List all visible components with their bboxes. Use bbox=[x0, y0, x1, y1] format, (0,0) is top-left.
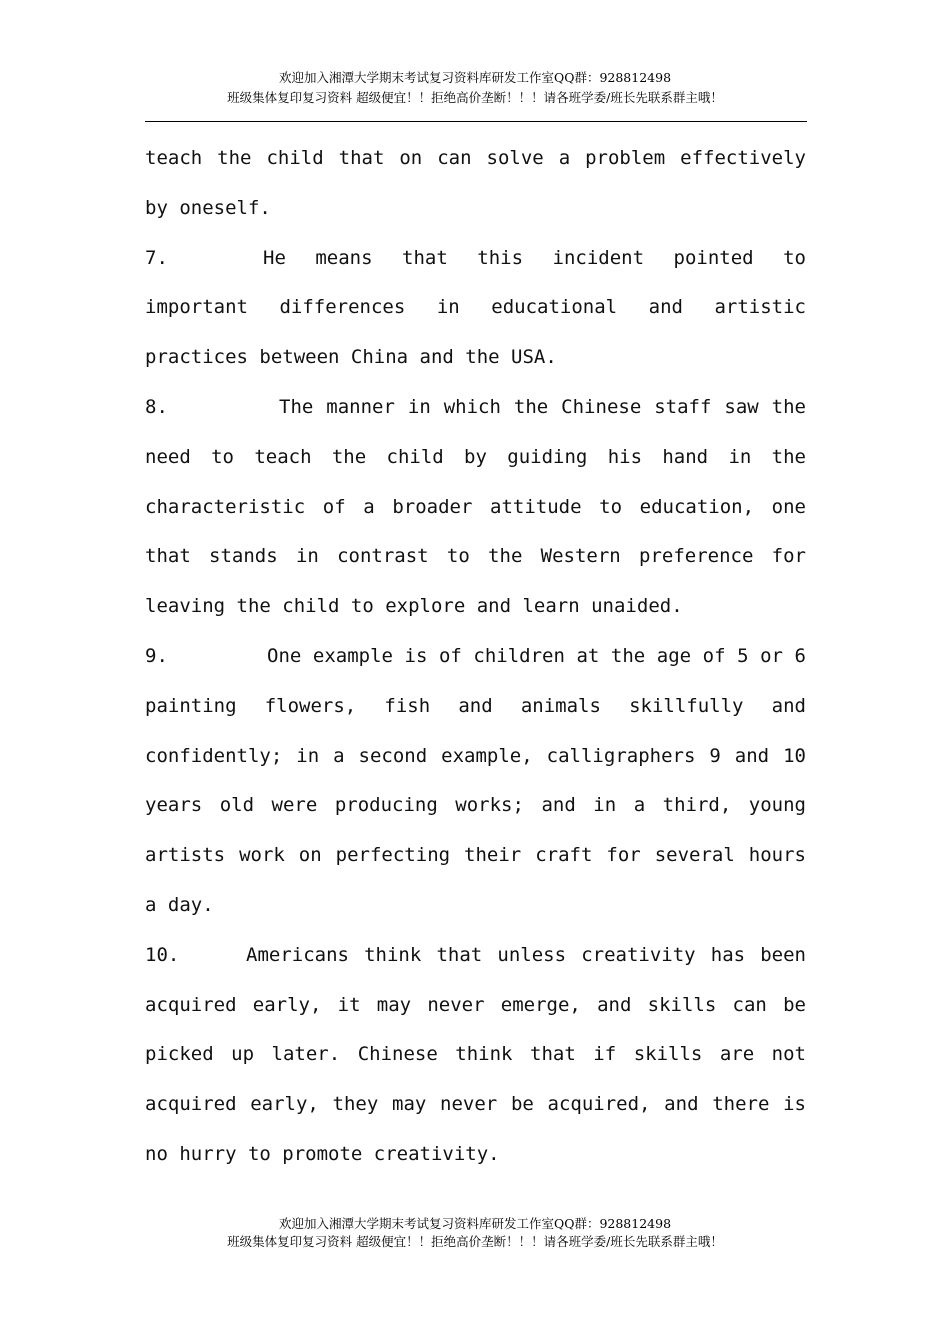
answer-text: He means that this incident pointed to important differences in educational and artistic practices between China and the USA. bbox=[145, 246, 806, 369]
answer-text: One example is of children at the age of 5 or 6 painting flowers, fish and animals skillfully and confidently; in a second example, calligraphers 9 and 10 years old were producing works; and in a third, young artists work on perfecting their craft for several hours a day. bbox=[145, 644, 806, 916]
answer-8 bbox=[145, 383, 806, 632]
answer-number: 10. bbox=[145, 943, 180, 966]
answer-text-body bbox=[145, 134, 806, 1180]
footer-line-2: 班级集体复印复习资料 超级便宜！！拒绝高价垄断！！！请各班学委/班长先联系群主哦！ bbox=[227, 1234, 723, 1249]
continuation-paragraph: teach the child that on can solve a problem effectively by oneself. bbox=[145, 147, 806, 219]
answer-text: The manner in which the Chinese staff saw the need to teach the child by guiding his hand in the characteristic of a broader attitude to education, one that stands in contrast to the Western preference for leaving the child to explore and learn unaided. bbox=[145, 395, 806, 618]
header-divider bbox=[145, 121, 807, 122]
answer-text: Americans think that unless creativity has been acquired early, it may never emerge, and skills can be picked up later. Chinese think that if skills are not acquired early, they may never be acquired, and there is no hurry to promote creativity. bbox=[145, 943, 806, 1165]
answer-10 bbox=[145, 931, 806, 1180]
answer-number: 9. bbox=[145, 644, 168, 667]
answer-number: 8. bbox=[145, 395, 168, 418]
footer-line-1: 欢迎加入湘潭大学期末考试复习资料库研发工作室QQ群：928812498 bbox=[278, 1216, 672, 1231]
header-line-1: 欢迎加入湘潭大学期末考试复习资料库研发工作室QQ群：928812498 bbox=[278, 70, 672, 85]
answer-number: 7. bbox=[145, 246, 168, 269]
header-line-2: 班级集体复印复习资料 超级便宜！！拒绝高价垄断！！！请各班学委/班长先联系群主哦！ bbox=[227, 90, 723, 105]
answer-9 bbox=[145, 632, 806, 931]
answer-7 bbox=[145, 234, 806, 383]
